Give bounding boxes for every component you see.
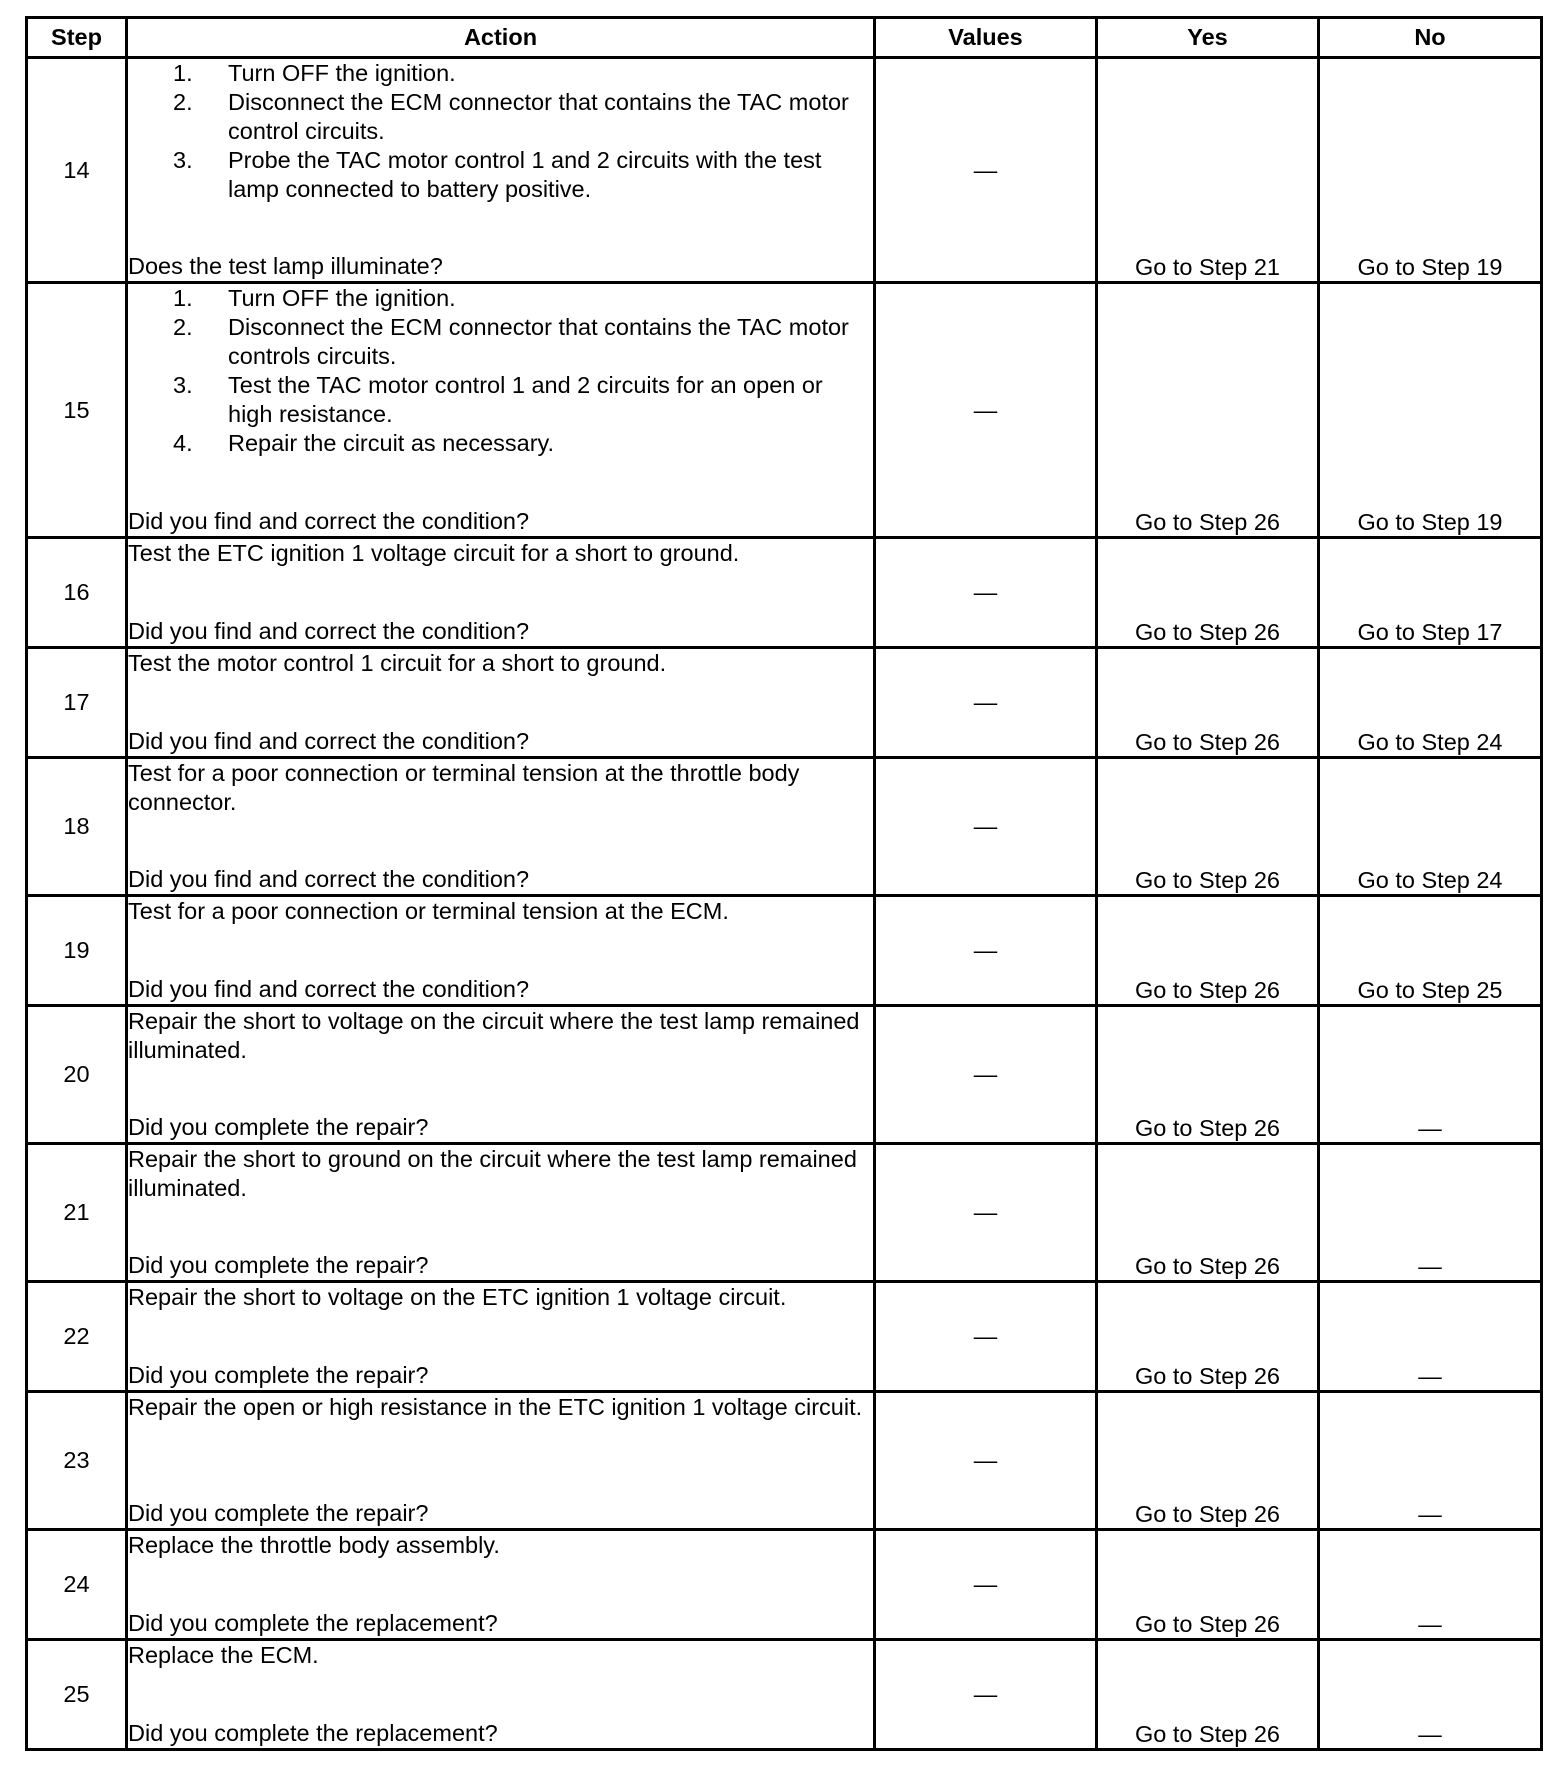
step-number: 16 xyxy=(27,538,127,648)
action-content xyxy=(128,1531,873,1638)
action-cell xyxy=(127,1392,875,1530)
no-cell: — xyxy=(1319,1392,1542,1530)
values-cell: — xyxy=(875,1144,1097,1282)
no-cell: Go to Step 19 xyxy=(1319,58,1542,283)
action-cell xyxy=(127,1282,875,1392)
action-content xyxy=(128,284,873,536)
action-question: Did you find and correct the condition? xyxy=(128,728,530,754)
no-cell: — xyxy=(1319,1006,1542,1144)
action-instruction: Repair the short to voltage on the ETC ignition 1 voltage circuit. xyxy=(128,1284,787,1310)
action-content xyxy=(128,1283,873,1390)
action-question: Did you complete the repair? xyxy=(128,1500,429,1526)
yes-cell: Go to Step 26 xyxy=(1097,896,1319,1006)
action-steps-list xyxy=(128,284,873,458)
yes-cell: Go to Step 26 xyxy=(1097,1282,1319,1392)
action-cell xyxy=(127,1640,875,1750)
action-content xyxy=(128,59,873,281)
step-number: 23 xyxy=(27,1392,127,1530)
action-question: Did you find and correct the condition? xyxy=(128,618,530,644)
values-cell: — xyxy=(875,1530,1097,1640)
values-cell: — xyxy=(875,1640,1097,1750)
header-values: Values xyxy=(875,18,1097,58)
no-cell: — xyxy=(1319,1282,1542,1392)
action-content xyxy=(128,539,873,646)
header-step: Step xyxy=(27,18,127,58)
action-question: Did you complete the replacement? xyxy=(128,1720,498,1746)
values-cell: — xyxy=(875,58,1097,283)
yes-cell: Go to Step 26 xyxy=(1097,1144,1319,1282)
action-instruction: Replace the throttle body assembly. xyxy=(128,1532,500,1558)
action-step-item: Repair the circuit as necessary. xyxy=(228,430,555,456)
action-content xyxy=(128,1393,873,1528)
table-row xyxy=(27,1530,1542,1640)
yes-cell: Go to Step 26 xyxy=(1097,758,1319,896)
action-question: Did you complete the repair? xyxy=(128,1114,429,1140)
action-step-item: Disconnect the ECM connector that contains the TAC motor controls circuits. xyxy=(228,314,849,369)
no-cell: — xyxy=(1319,1144,1542,1282)
step-number: 22 xyxy=(27,1282,127,1392)
action-step-item: Turn OFF the ignition. xyxy=(228,285,456,311)
action-cell xyxy=(127,758,875,896)
action-instruction: Test the ETC ignition 1 voltage circuit for a short to ground. xyxy=(128,540,740,566)
yes-cell: Go to Step 21 xyxy=(1097,58,1319,283)
table-row xyxy=(27,896,1542,1006)
step-number: 17 xyxy=(27,648,127,758)
step-number: 24 xyxy=(27,1530,127,1640)
table-row xyxy=(27,283,1542,538)
action-cell xyxy=(127,58,875,283)
no-cell: Go to Step 24 xyxy=(1319,758,1542,896)
step-number: 21 xyxy=(27,1144,127,1282)
values-cell: — xyxy=(875,758,1097,896)
action-content xyxy=(128,759,873,894)
action-steps-list xyxy=(128,59,873,204)
values-cell: — xyxy=(875,1392,1097,1530)
no-cell: Go to Step 19 xyxy=(1319,283,1542,538)
action-cell xyxy=(127,1006,875,1144)
header-action: Action xyxy=(127,18,875,58)
action-question: Did you complete the repair? xyxy=(128,1362,429,1388)
action-question: Did you find and correct the condition? xyxy=(128,866,530,892)
table-row xyxy=(27,1392,1542,1530)
table-body xyxy=(27,58,1542,1750)
action-step-item: Test the TAC motor control 1 and 2 circuits for an open or high resistance. xyxy=(228,372,823,427)
action-instruction: Replace the ECM. xyxy=(128,1642,319,1668)
action-step-item: Probe the TAC motor control 1 and 2 circuits with the test lamp connected to battery positive. xyxy=(228,147,822,202)
action-instruction: Repair the short to ground on the circuit where the test lamp remained illuminated. xyxy=(128,1146,857,1201)
step-number: 20 xyxy=(27,1006,127,1144)
yes-cell: Go to Step 26 xyxy=(1097,1392,1319,1530)
step-number: 14 xyxy=(27,58,127,283)
table-row xyxy=(27,538,1542,648)
action-cell xyxy=(127,896,875,1006)
step-number: 18 xyxy=(27,758,127,896)
action-content xyxy=(128,1007,873,1142)
no-cell: Go to Step 17 xyxy=(1319,538,1542,648)
action-instruction: Test the motor control 1 circuit for a short to ground. xyxy=(128,650,667,676)
table-row xyxy=(27,1144,1542,1282)
action-content xyxy=(128,897,873,1004)
step-number: 15 xyxy=(27,283,127,538)
header-row xyxy=(27,18,1542,58)
action-cell xyxy=(127,283,875,538)
action-question: Did you find and correct the condition? xyxy=(128,508,530,534)
yes-cell: Go to Step 26 xyxy=(1097,1640,1319,1750)
step-number: 25 xyxy=(27,1640,127,1750)
values-cell: — xyxy=(875,1006,1097,1144)
action-instruction: Test for a poor connection or terminal tension at the ECM. xyxy=(128,898,729,924)
yes-cell: Go to Step 26 xyxy=(1097,1006,1319,1144)
table-row xyxy=(27,648,1542,758)
action-question: Did you find and correct the condition? xyxy=(128,976,530,1002)
table-row xyxy=(27,1640,1542,1750)
diagnostic-table xyxy=(25,16,1543,1751)
no-cell: — xyxy=(1319,1530,1542,1640)
yes-cell: Go to Step 26 xyxy=(1097,283,1319,538)
action-cell xyxy=(127,648,875,758)
table-row xyxy=(27,58,1542,283)
action-cell xyxy=(127,538,875,648)
action-cell xyxy=(127,1144,875,1282)
values-cell: — xyxy=(875,538,1097,648)
action-instruction: Repair the short to voltage on the circuit where the test lamp remained illuminated. xyxy=(128,1008,860,1063)
action-instruction: Repair the open or high resistance in the ETC ignition 1 voltage circuit. xyxy=(128,1394,863,1420)
no-cell: Go to Step 24 xyxy=(1319,648,1542,758)
values-cell: — xyxy=(875,648,1097,758)
action-instruction: Test for a poor connection or terminal tension at the throttle body connector. xyxy=(128,760,800,815)
table-row xyxy=(27,1282,1542,1392)
action-content xyxy=(128,1145,873,1280)
action-step-item: Disconnect the ECM connector that contains the TAC motor control circuits. xyxy=(228,89,849,144)
no-cell: — xyxy=(1319,1640,1542,1750)
action-step-item: Turn OFF the ignition. xyxy=(228,60,456,86)
action-question: Did you complete the repair? xyxy=(128,1252,429,1278)
no-cell: Go to Step 25 xyxy=(1319,896,1542,1006)
diagnostic-table-container xyxy=(25,16,1540,1751)
values-cell: — xyxy=(875,283,1097,538)
header-yes: Yes xyxy=(1097,18,1319,58)
values-cell: — xyxy=(875,896,1097,1006)
action-question: Does the test lamp illuminate? xyxy=(128,253,443,279)
action-content xyxy=(128,1641,873,1748)
values-cell: — xyxy=(875,1282,1097,1392)
table-row xyxy=(27,758,1542,896)
table-row xyxy=(27,1006,1542,1144)
action-content xyxy=(128,649,873,756)
yes-cell: Go to Step 26 xyxy=(1097,538,1319,648)
header-no: No xyxy=(1319,18,1542,58)
action-cell xyxy=(127,1530,875,1640)
action-question: Did you complete the replacement? xyxy=(128,1610,498,1636)
step-number: 19 xyxy=(27,896,127,1006)
yes-cell: Go to Step 26 xyxy=(1097,648,1319,758)
yes-cell: Go to Step 26 xyxy=(1097,1530,1319,1640)
